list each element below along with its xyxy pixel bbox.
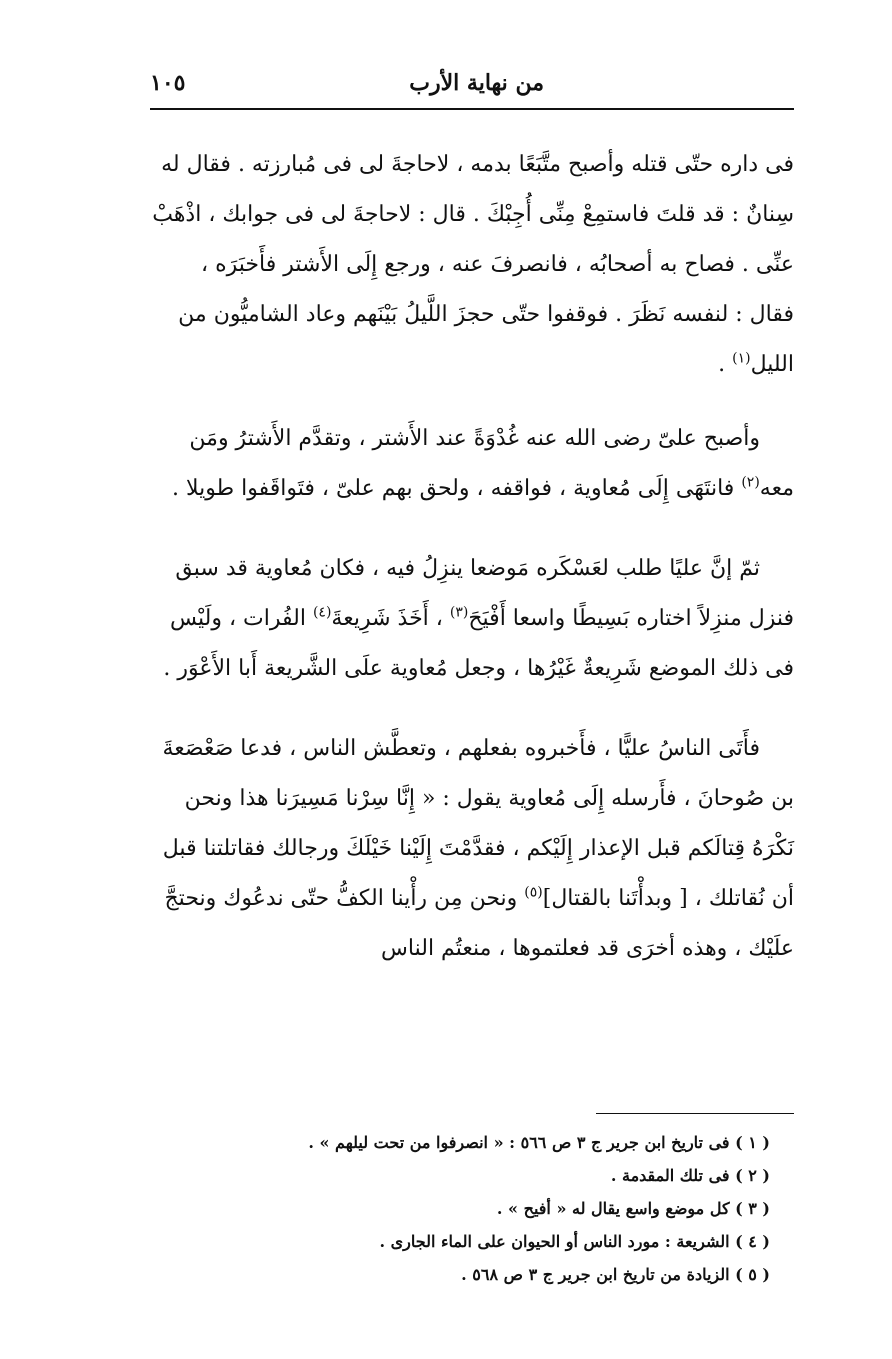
- footnotes: [150, 1126, 770, 1291]
- paragraph-1-end: .: [718, 352, 733, 377]
- footnote-mark-5: (٥): [524, 884, 543, 901]
- paragraph-1: [150, 140, 794, 390]
- paragraph-3-end: الفُرات ، ولَيْس فى ذلك الموضع شَرِيعةٌ غَيْرُها ، وجعل مُعاوية علَى الشَّريعة أَبا الأَعْوَر .: [163, 606, 794, 681]
- footnote-5: ( ٥ ) الزيادة من تاريخ ابن جرير ج ٣ ص ٥٦٨ .: [461, 1265, 770, 1284]
- footnote-mark-3: (٣): [449, 604, 469, 621]
- paragraph-4-text: فأَتَى الناسُ عليًّا ، فأَخبروه بفعلهم ، وتعطَّش الناس ، فدعا صَعْصَعةَ بن صُوحانَ ، فأَرسله إِلَى مُعاوية يقول : « إِنَّا سِرْنا مَسِيرَنا هذا ونحن نَكْرَهُ قِتالَكم قبل الإعذار إِلَيْكم ، فقدَّمْتَ إِلَيْنا خَيْلَكَ ورجالك فقاتلتنا قبل أن نُقاتلك ، [ وبدأْتَنا بالقتال]: [162, 736, 794, 911]
- paragraph-3: [150, 544, 794, 694]
- footnote-mark-4: (٤): [312, 604, 332, 621]
- running-title: من نهاية الأرب: [409, 70, 544, 96]
- paragraph-2: [150, 414, 794, 514]
- footnote-mark-1: (١): [732, 350, 751, 367]
- footnote-3: ( ٣ ) كل موضع واسع يقال له « أفيح » .: [496, 1199, 770, 1218]
- paragraph-1-text: فى داره حتّى قتله وأصبح متَّبَعًا بدمه ، لاحاجةَ لى فى مُبارزته . فقال له سِنانٌ : قد قلتَ فاستمِعْ مِنِّى أُجِبْكَ . قال : لاحاجةَ لى فى جوابك ، اذْهَبْ عنِّى . فصاح به أصحابُه ، فانصرفَ عنه ، ورجع إِلَى الأَشتر فأَخبَرَه ، فقال : لنفسه نَظَرَ . فوقفوا حتّى حجزَ اللَّيلُ بَيْنَهم وعاد الشاميُّون من الليل: [152, 152, 794, 377]
- paragraph-3-text: ثمّ إنَّ عليًا طلب لعَسْكَره مَوضعا ينزِلُ فيه ، فكان مُعاوية قد سبق فنزل منزِلاً اختاره بَسِيطًا واسعا أَفْيَحَ: [175, 556, 794, 631]
- paragraph-2-text: وأصبح علىّ رضى الله عنه غُدْوَةً عند الأَشتر ، وتقدَّم الأَشترُ ومَن معه: [189, 426, 794, 501]
- paragraph-4-end: ونحن مِن رأْينا الكفُّ حتّى ندعُوك ونحتجَّ علَيْك ، وهذه أخرَى قد فعلتموها ، منعتُم الناس: [164, 886, 794, 961]
- footnote-mark-2: (٢): [741, 474, 760, 491]
- page-number: ١٠٥: [150, 70, 186, 96]
- paragraph-2-end: فانتَهَى إِلَى مُعاوية ، فواقفه ، ولحق بهم علىّ ، فتَواقَفوا طويلا .: [172, 476, 742, 501]
- footnote-1: ( ١ ) فى تاريخ ابن جرير ج ٣ ص ٥٦٦ : « انصرفوا من تحت ليلهم » .: [308, 1133, 770, 1152]
- footnote-separator: [596, 1113, 794, 1114]
- footnote-4: ( ٤ ) الشريعة : مورد الناس أو الحيوان على الماء الجارى .: [379, 1232, 770, 1251]
- main-text: [150, 140, 794, 974]
- paragraph-4: [150, 724, 794, 974]
- footnote-2: ( ٢ ) فى تلك المقدمة .: [610, 1166, 770, 1185]
- paragraph-3-mid: ، أَخَذَ شَرِيعةَ: [331, 606, 450, 631]
- page-header: [150, 62, 794, 110]
